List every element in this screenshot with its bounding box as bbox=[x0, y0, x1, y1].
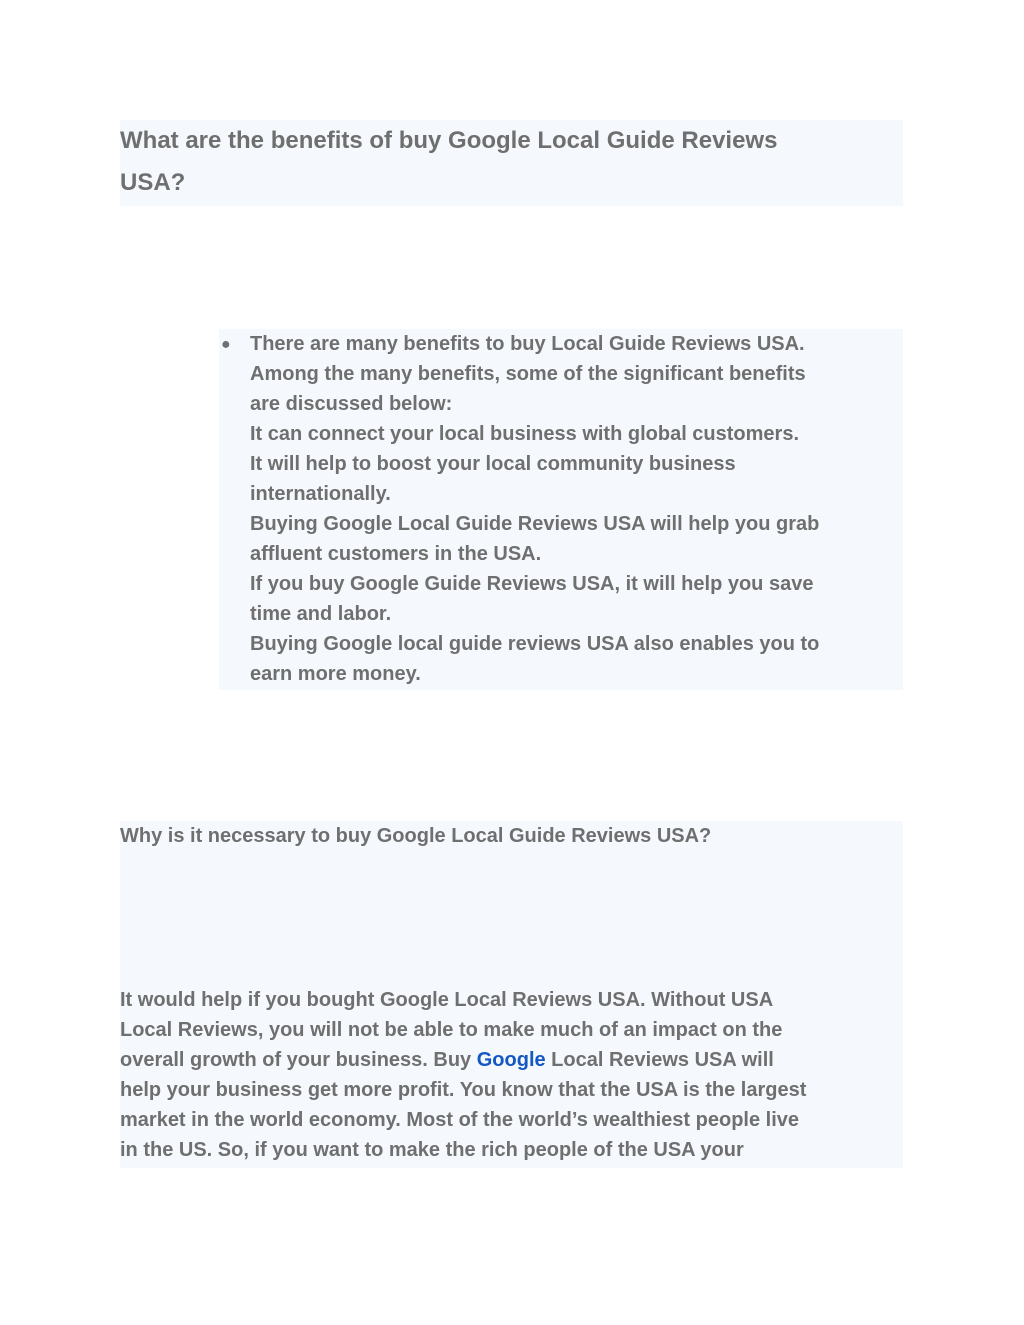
benefits-list bbox=[219, 329, 903, 690]
paragraph-line: in the US. So, if you want to make the rich people of the USA your bbox=[120, 1139, 744, 1161]
why-heading: Why is it necessary to buy Google Local Guide Reviews USA? bbox=[120, 825, 712, 847]
paragraph-text: Local Reviews USA will bbox=[545, 1049, 774, 1071]
benefits-line: affluent customers in the USA. bbox=[250, 543, 542, 565]
paragraph-line: It would help if you bought Google Local Reviews USA. Without USA bbox=[120, 989, 774, 1011]
google-link[interactable]: Google bbox=[476, 1049, 546, 1071]
benefits-line: It will help to boost your local community business bbox=[250, 453, 736, 475]
why-paragraph bbox=[120, 985, 902, 1165]
bullet-icon: ● bbox=[221, 336, 231, 353]
benefits-heading-line-2: USA? bbox=[120, 169, 186, 196]
benefits-line: Buying Google Local Guide Reviews USA will help you grab bbox=[250, 513, 820, 535]
benefits-heading bbox=[120, 120, 903, 206]
paragraph-text: overall growth of your business. Buy bbox=[120, 1049, 477, 1071]
benefits-line: It can connect your local business with global customers. bbox=[250, 423, 800, 445]
benefits-line: internationally. bbox=[250, 483, 391, 505]
paragraph-line: market in the world economy. Most of the world’s wealthiest people live bbox=[120, 1109, 800, 1131]
benefits-line: There are many benefits to buy Local Guide Reviews USA. bbox=[250, 333, 805, 355]
benefits-line: If you buy Google Guide Reviews USA, it will help you save bbox=[250, 573, 814, 595]
benefits-line: are discussed below: bbox=[250, 393, 453, 415]
benefits-heading-line-1: What are the benefits of buy Google Local Guide Reviews bbox=[120, 127, 778, 154]
benefits-list-item bbox=[250, 329, 902, 689]
paragraph-line: Local Reviews, you will not be able to make much of an impact on the bbox=[120, 1019, 783, 1041]
benefits-line: Among the many benefits, some of the significant benefits bbox=[250, 363, 806, 385]
benefits-line: Buying Google local guide reviews USA also enables you to bbox=[250, 633, 820, 655]
paragraph-line: help your business get more profit. You know that the USA is the largest bbox=[120, 1079, 807, 1101]
why-section bbox=[120, 821, 903, 1168]
benefits-line: time and labor. bbox=[250, 603, 392, 625]
paragraph-line bbox=[120, 1045, 902, 1075]
benefits-line: earn more money. bbox=[250, 663, 421, 685]
